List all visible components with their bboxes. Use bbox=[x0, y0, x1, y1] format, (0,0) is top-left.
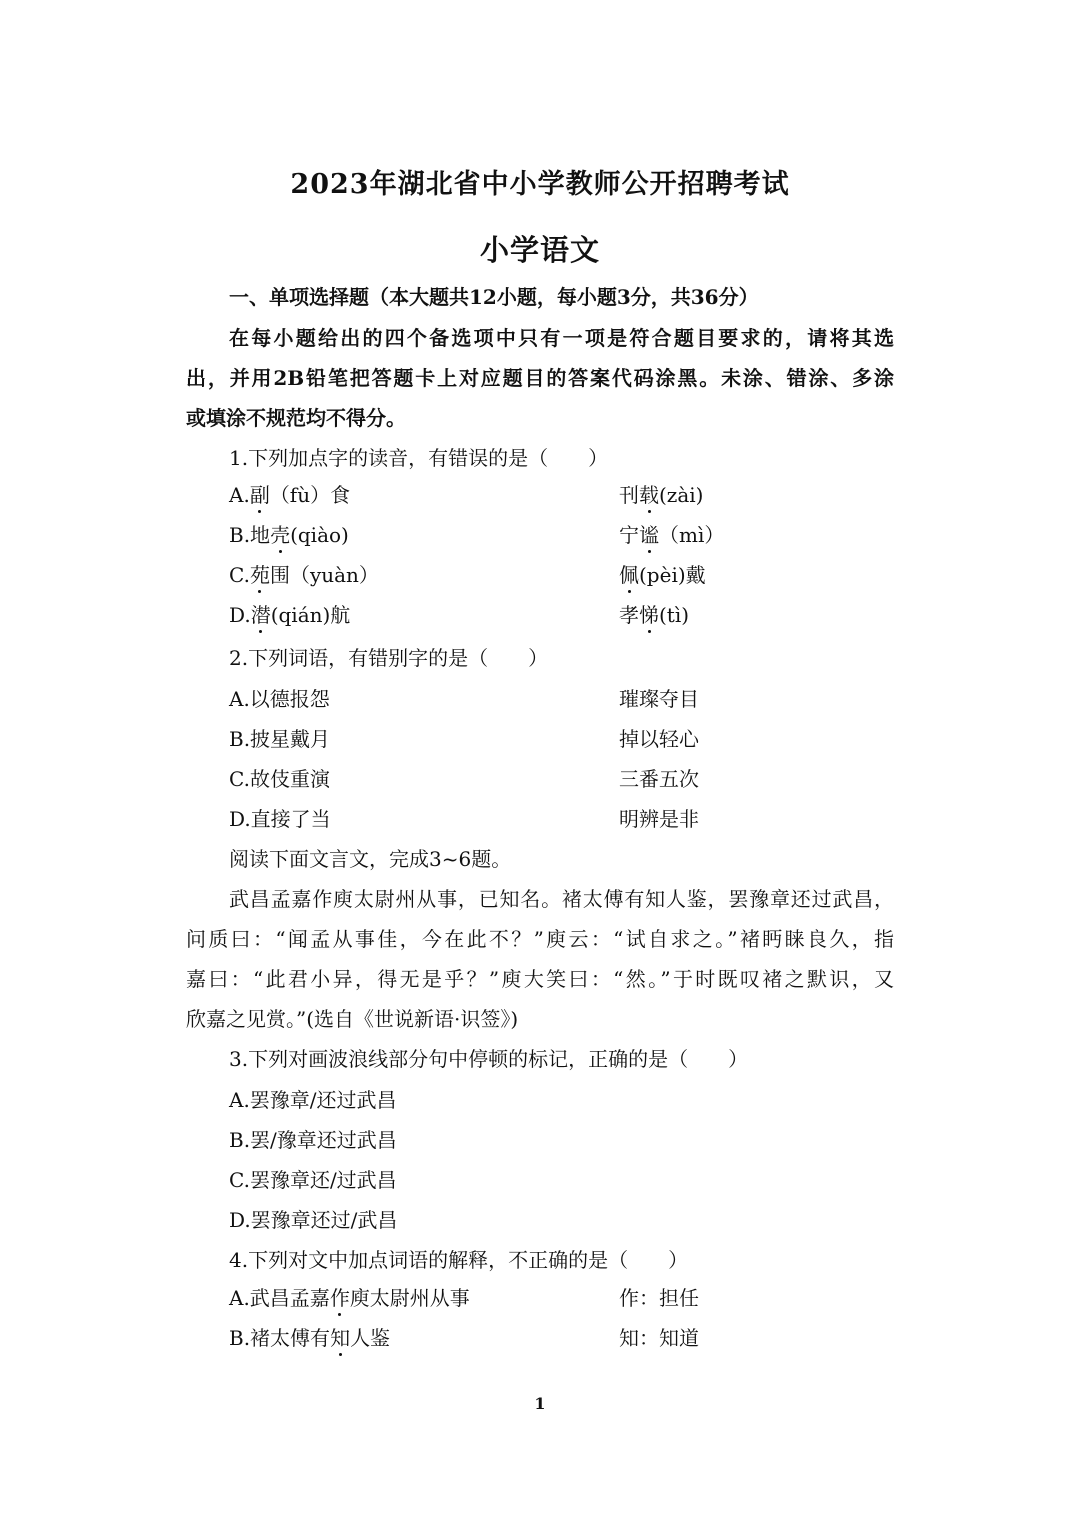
reading-line-4: 欣嘉之见赏。”(选自《世说新语·识签》) bbox=[186, 1007, 519, 1031]
q1-option-d: D.潜(qián)航 bbox=[229, 603, 351, 627]
question-4-stem: 4.下列对文中加点词语的解释，不正确的是（ ） bbox=[229, 1248, 689, 1272]
q4-option-b-right: 知：知道 bbox=[619, 1326, 699, 1350]
dotted-char: 佩 bbox=[619, 563, 639, 587]
q1-option-b: B.地壳(qiào) bbox=[229, 523, 349, 547]
dotted-char: 知 bbox=[330, 1326, 351, 1350]
q3-option-a: A.罢豫章/还过武昌 bbox=[229, 1088, 397, 1112]
q1-option-d-right: 孝悌(tì) bbox=[619, 603, 690, 627]
question-2-stem: 2.下列词语，有错别字的是（ ） bbox=[229, 646, 549, 670]
question-3-stem: 3.下列对画波浪线部分句中停顿的标记，正确的是（ ） bbox=[229, 1047, 749, 1071]
reading-line-2: 问质曰：“闻孟从事佳，今在此不？”庾云：“试自求之。”褚眄睐良久，指 bbox=[186, 927, 894, 951]
q3-option-b: B.罢/豫章还过武昌 bbox=[229, 1128, 397, 1152]
dotted-char: 载 bbox=[639, 483, 659, 507]
instruction-line-1: 在每小题给出的四个备选项中只有一项是符合题目要求的，请将其选 bbox=[229, 326, 894, 350]
q4-option-a-right: 作：担任 bbox=[619, 1286, 699, 1310]
reading-intro: 阅读下面文言文，完成3~6题。 bbox=[229, 847, 512, 871]
instruction-line-3: 或填涂不规范均不得分。 bbox=[186, 406, 406, 430]
reading-line-1: 武昌孟嘉作庾太尉州从事，已知名。褚太傅有知人鉴，罢豫章还过武昌， bbox=[229, 887, 894, 911]
q1-option-a-right: 刊载(zài) bbox=[619, 483, 704, 507]
q1-option-a: A.副（fù）食 bbox=[229, 483, 351, 507]
q1-option-c-right: 佩(pèi)戴 bbox=[619, 563, 706, 587]
q3-option-d: D.罢豫章还过/武昌 bbox=[229, 1208, 398, 1232]
page-number: 1 bbox=[534, 1394, 546, 1413]
dotted-char: 潜 bbox=[250, 603, 271, 627]
q4-option-a: A.武昌孟嘉作庾太尉州从事 bbox=[229, 1286, 470, 1310]
q1-option-b-right: 宁谧（mì） bbox=[619, 523, 725, 547]
reading-line-3: 嘉曰：“此君小异，得无是乎？”庾大笑曰：“然。”于时既叹褚之默识，又 bbox=[186, 967, 894, 991]
q2-option-a-right: 璀璨夺目 bbox=[619, 687, 699, 711]
section-heading: 一、单项选择题（本大题共12小题，每小题3分，共36分） bbox=[229, 285, 759, 309]
q2-option-c-right: 三番五次 bbox=[619, 767, 699, 791]
q2-option-b-right: 掉以轻心 bbox=[619, 727, 699, 751]
question-1-stem: 1.下列加点字的读音，有错误的是（ ） bbox=[229, 446, 609, 470]
q4-option-b: B.褚太傅有知人鉴 bbox=[229, 1326, 391, 1350]
q2-option-b: B.披星戴月 bbox=[229, 727, 331, 751]
instruction-line-2: 出，并用2B铅笔把答题卡上对应题目的答案代码涂黑。未涂、错涂、多涂 bbox=[186, 366, 894, 390]
dotted-char: 壳 bbox=[270, 523, 291, 547]
dotted-char: 悌 bbox=[639, 603, 659, 627]
dotted-char: 副 bbox=[249, 483, 270, 507]
subject-title: 小学语文 bbox=[479, 233, 600, 267]
q1-option-c: C.苑围（yuàn） bbox=[229, 563, 379, 587]
q2-option-d-right: 明辨是非 bbox=[619, 807, 699, 831]
q2-option-a: A.以德报怨 bbox=[229, 687, 330, 711]
q3-option-c: C.罢豫章还/过武昌 bbox=[229, 1168, 397, 1192]
dotted-char: 作 bbox=[329, 1286, 350, 1310]
exam-title: 2023年湖北省中小学教师公开招聘考试 bbox=[290, 169, 790, 200]
q2-option-c: C.故伎重演 bbox=[229, 767, 330, 791]
q2-option-d: D.直接了当 bbox=[229, 807, 331, 831]
dotted-char: 苑 bbox=[249, 563, 270, 587]
dotted-char: 谧 bbox=[639, 523, 659, 547]
